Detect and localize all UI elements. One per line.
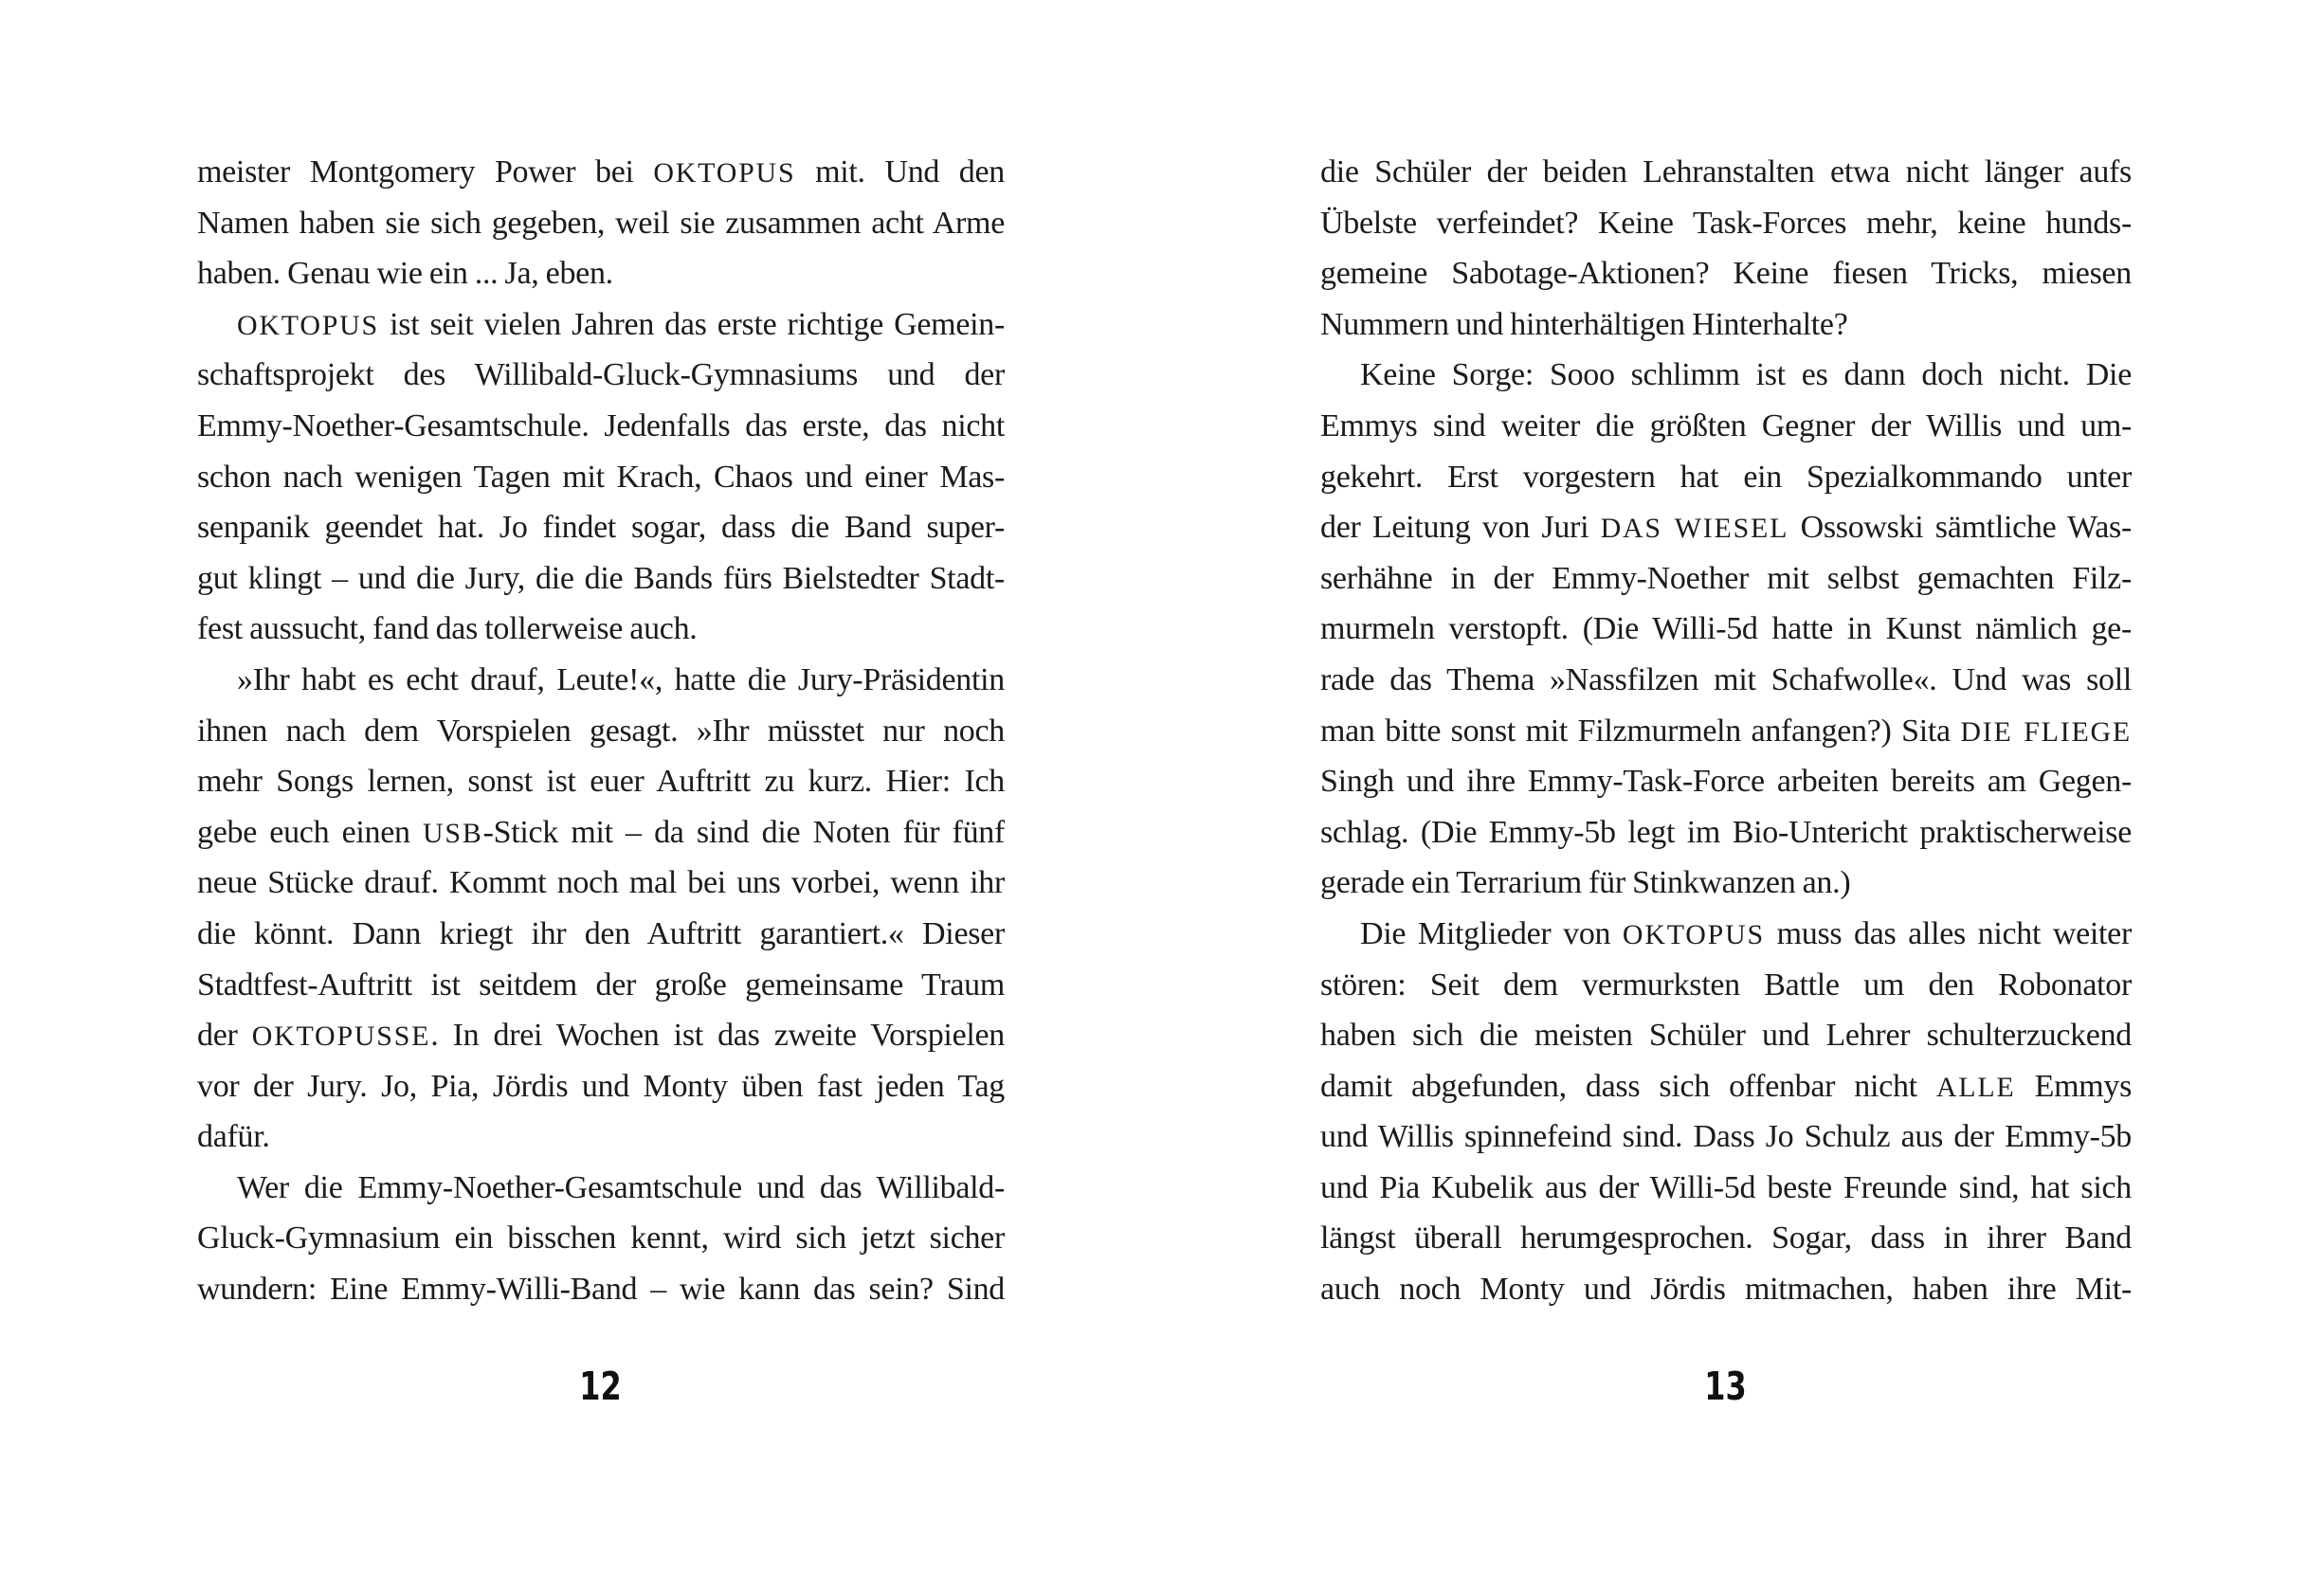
body-text: Stadtfest-Auftritt ist seitdem der große gemeinsame Traum — [197, 967, 1005, 1003]
text-line — [1320, 248, 2132, 299]
text-line — [1320, 706, 2132, 757]
body-text: damit abgefunden, dass sich offenbar nicht — [1320, 1068, 1936, 1104]
body-text: ist seit vielen Jahren das erste richtige Gemein- — [378, 306, 1005, 342]
text-line — [1320, 1061, 2132, 1112]
page-number-value: 13 — [1704, 1364, 1748, 1409]
text-line — [1320, 553, 2132, 605]
body-text: rade das Thema »Nassfilzen mit Schafwolle«. Und was soll — [1320, 661, 2132, 697]
body-text: Die Mitglieder von — [1360, 915, 1623, 951]
text-block — [197, 147, 1005, 1315]
text-line — [1320, 1163, 2132, 1214]
text-line — [197, 452, 1005, 503]
text-line — [197, 655, 1005, 706]
text-line — [197, 858, 1005, 909]
body-text: fest aussucht, fand das tollerweise auch. — [197, 611, 698, 647]
body-text: auch noch Monty und Jördis mitmachen, haben ihre Mit- — [1320, 1272, 2132, 1308]
body-text: serhähne in der Emmy-Noether mit selbst gemachten Filz- — [1320, 560, 2132, 596]
body-text: haben sich die meisten Schüler und Lehrer schulterzuckend — [1320, 1018, 2132, 1054]
text-line — [197, 1111, 1005, 1163]
body-text: gekehrt. Erst vorgestern hat ein Spezialkommando unter — [1320, 459, 2132, 495]
body-text: Gluck-Gymnasium ein bisschen kennt, wird sich jetzt sicher — [197, 1220, 1005, 1256]
text-line — [1320, 1111, 2132, 1163]
body-text: längst überall herumgesprochen. Sogar, dass in ihrer Band — [1320, 1220, 2132, 1256]
text-line — [197, 1264, 1005, 1315]
text-line — [1320, 1213, 2132, 1264]
text-line — [1320, 604, 2132, 655]
page-number — [197, 1363, 1005, 1410]
text-line — [1320, 960, 2132, 1011]
text-line — [197, 502, 1005, 553]
text-line — [1320, 198, 2132, 249]
body-text: neue Stücke drauf. Kommt noch mal bei uns vorbei, wenn ihr — [197, 865, 1005, 901]
smallcaps-text: OKTOPUS — [1622, 918, 1765, 950]
text-line — [197, 756, 1005, 807]
body-text: senpanik geendet hat. Jo findet sogar, dass die Band super- — [197, 510, 1005, 546]
smallcaps-text: OKTOPUS — [653, 157, 796, 189]
smallcaps-text: DAS WIESEL — [1600, 513, 1789, 545]
smallcaps-text: ALLE — [1935, 1071, 2016, 1103]
body-text: schon nach wenigen Tagen mit Krach, Chaos und einer Mas- — [197, 459, 1005, 495]
text-line — [197, 198, 1005, 249]
text-line — [197, 807, 1005, 858]
text-line — [197, 1061, 1005, 1112]
body-text: gemeine Sabotage-Aktionen? Keine fiesen Tricks, miesen — [1320, 256, 2132, 292]
text-line — [197, 604, 1005, 655]
body-text: wundern: Eine Emmy-Willi-Band – wie kann das sein? Sind — [197, 1272, 1005, 1308]
body-text: -Stick mit – da sind die Noten für fünf — [482, 814, 1005, 850]
text-line — [1320, 299, 2132, 351]
text-line — [197, 147, 1005, 198]
body-text: schlag. (Die Emmy-5b legt im Bio-Untericht praktischerweise — [1320, 814, 2132, 850]
text-line — [197, 1163, 1005, 1214]
body-text: Übelste verfeindet? Keine Task-Forces mehr, keine hunds- — [1320, 205, 2132, 241]
body-text: Namen haben sie sich gegeben, weil sie zusammen acht Arme — [197, 205, 1005, 241]
text-line — [1320, 909, 2132, 960]
body-text: gerade ein Terrarium für Stinkwanzen an.) — [1320, 865, 1851, 901]
body-text: Ossowski sämtliche Was- — [1788, 510, 2132, 546]
text-line — [1320, 401, 2132, 452]
body-text: Emmy-Noether-Gesamtschule. Jedenfalls das erste, das nicht — [197, 407, 1005, 443]
body-text: der Leitung von Juri — [1320, 510, 1601, 546]
page-number-value: 12 — [579, 1364, 623, 1409]
text-line — [197, 553, 1005, 605]
text-line — [197, 706, 1005, 757]
body-text: und Willis spinnefeind sind. Dass Jo Schulz aus der Emmy-5b — [1320, 1119, 2132, 1155]
body-text: man bitte sonst mit Filzmurmeln anfangen?) Sita — [1320, 713, 1961, 749]
body-text: Emmys sind weiter die größten Gegner der Willis und um- — [1320, 407, 2132, 443]
body-text: vor der Jury. Jo, Pia, Jördis und Monty üben fast jeden Tag — [197, 1068, 1005, 1104]
body-text: »Ihr habt es echt drauf, Leute!«, hatte die Jury-Präsidentin — [237, 661, 1005, 697]
text-line — [1320, 655, 2132, 706]
smallcaps-text: OKTOPUSSE — [251, 1021, 431, 1053]
page-left — [197, 0, 1005, 1572]
body-text: stören: Seit dem vermurksten Battle um den Robonator — [1320, 967, 2132, 1003]
body-text: Keine Sorge: Sooo schlimm ist es dann doch nicht. Die — [1360, 357, 2132, 393]
body-text: ihnen nach dem Vorspielen gesagt. »Ihr müsstet nur noch — [197, 713, 1005, 749]
body-text: und Pia Kubelik aus der Willi-5d beste Freunde sind, hat sich — [1320, 1169, 2132, 1205]
text-line — [197, 248, 1005, 299]
body-text: dafür. — [197, 1119, 270, 1155]
body-text: mit. Und den — [795, 154, 1005, 190]
text-line — [1320, 147, 2132, 198]
body-text: muss das alles nicht weiter — [1764, 915, 2132, 951]
body-text: gebe euch einen — [197, 814, 424, 850]
body-text: . In drei Wochen ist das zweite Vorspielen — [430, 1018, 1005, 1054]
text-line — [1320, 756, 2132, 807]
text-line — [197, 1213, 1005, 1264]
body-text: murmeln verstopft. (Die Willi-5d hatte in Kunst nämlich ge- — [1320, 611, 2132, 647]
text-line — [1320, 807, 2132, 858]
text-line — [1320, 1010, 2132, 1061]
text-line — [1320, 1264, 2132, 1315]
text-line — [197, 960, 1005, 1011]
page-number — [1320, 1363, 2132, 1410]
body-text: der — [197, 1018, 252, 1054]
body-text: Emmys — [2015, 1068, 2132, 1104]
smallcaps-text: USB — [423, 817, 483, 849]
body-text: mehr Songs lernen, sonst ist euer Auftritt zu kurz. Hier: Ich — [197, 764, 1005, 800]
text-line — [197, 299, 1005, 351]
body-text: die könnt. Dann kriegt ihr den Auftritt garantiert.« Dieser — [197, 915, 1005, 951]
smallcaps-text: DIE FLIEGE — [1960, 715, 2132, 748]
text-line — [197, 909, 1005, 960]
body-text: die Schüler der beiden Lehranstalten etwa nicht länger aufs — [1320, 154, 2132, 190]
text-line — [1320, 858, 2132, 909]
body-text: haben. Genau wie ein ... Ja, eben. — [197, 256, 613, 292]
text-line — [197, 350, 1005, 401]
text-line — [1320, 502, 2132, 553]
body-text: Wer die Emmy-Noether-Gesamtschule und das Willibald- — [237, 1169, 1005, 1205]
text-line — [197, 401, 1005, 452]
body-text: Nummern und hinterhältigen Hinterhalte? — [1320, 306, 1848, 342]
body-text: meister Montgomery Power bei — [197, 154, 654, 190]
body-text: schaftsprojekt des Willibald-Gluck-Gymnasiums und der — [197, 357, 1005, 393]
text-line — [1320, 350, 2132, 401]
body-text: Singh und ihre Emmy-Task-Force arbeiten bereits am Gegen- — [1320, 764, 2132, 800]
smallcaps-text: OKTOPUS — [237, 309, 379, 341]
page-right — [1320, 0, 2132, 1572]
text-block — [1320, 147, 2132, 1315]
text-line — [1320, 452, 2132, 503]
body-text: gut klingt – und die Jury, die die Bands fürs Bielstedter Stadt- — [197, 560, 1005, 596]
text-line — [197, 1010, 1005, 1061]
